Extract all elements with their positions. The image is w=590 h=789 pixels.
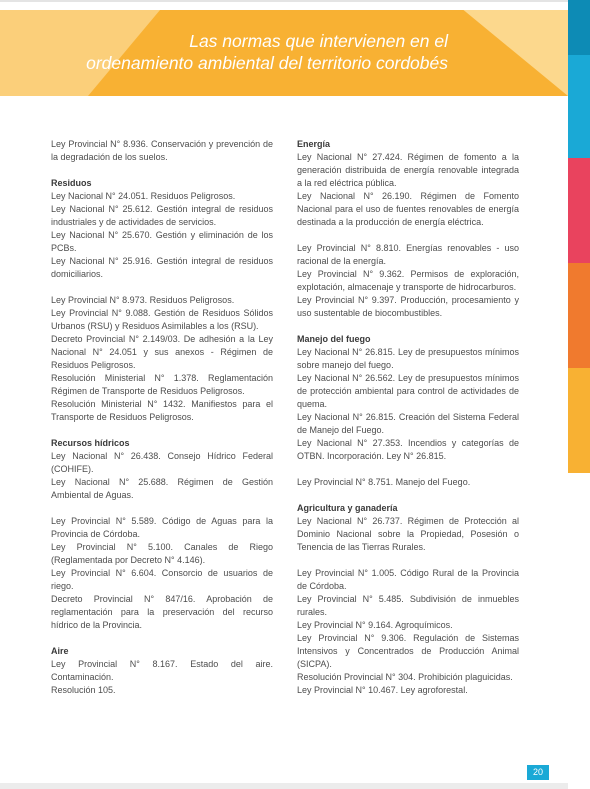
section-heading: Agricultura y ganadería [297,503,398,513]
stripe-orange [568,263,590,368]
law-entry: Ley Nacional N° 26.815. Ley de presupuestos mínimos sobre manejo del fuego. [297,347,519,370]
law-entry: Ley Provincial N° 8.751. Manejo del Fuego. [297,477,471,487]
law-entry: Ley Provincial N° 5.485. Subdivisión de inmuebles rurales. [297,594,519,617]
stripe-yellow [568,368,590,473]
paragraph-gap [297,320,519,333]
law-entry: Ley Nacional N° 26.737. Régimen de Protección al Dominio Nacional sobre la Propiedad, Posesión o Tenencia de las Tierras Rurales. [297,516,519,552]
law-entry: Resolución Provincial N° 304. Prohibición plaguicidas. [297,672,513,682]
law-entry: Decreto Provincial N° 2.149/03. De adhesión a la Ley Nacional N° 24.051 y sus anexos - Régimen de Residuos Peligrosos. [51,334,273,370]
law-entry: Ley Provincial N° 5.589. Código de Aguas para la Provincia de Córdoba. [51,516,273,539]
section-heading: Recursos hídricos [51,438,130,448]
law-entry: Decreto Provincial N° 847/16. Aprobación de reglamentación para la preservación del recurso hídrico de la Provincia. [51,594,273,630]
law-entry: Ley Nacional N° 26.815. Creación del Sistema Federal de Manejo del Fuego. [297,412,519,435]
law-entry: Ley Provincial N° 8.810. Energías renovables - uso racional de la energía. [297,243,519,266]
paragraph-gap [51,424,273,437]
paragraph-gap [297,489,519,502]
left-column [51,138,273,697]
paragraph-gap [297,463,519,476]
paragraph-gap [51,281,273,294]
paragraph-gap [297,229,519,242]
law-entry: Resolución 105. [51,685,116,695]
stripe-red [568,158,590,263]
law-entry: Ley Provincial N° 8.167. Estado del aire. Contaminación. [51,659,273,682]
law-entry: Ley Provincial N° 8.973. Residuos Peligrosos. [51,295,235,305]
law-entry: Ley Provincial N° 8.936. Conservación y prevención de la degradación de los suelos. [51,139,273,162]
law-entry: Ley Nacional N° 25.670. Gestión y eliminación de los PCBs. [51,230,273,253]
law-entry: Ley Nacional N° 26.562. Ley de presupuestos mínimos de protección ambiental para control de actividades de quema. [297,373,519,409]
right-column [297,138,519,697]
law-entry: Ley Nacional N° 26.438. Consejo Hídrico Federal (COHIFE). [51,451,273,474]
paragraph-gap [51,632,273,645]
paragraph-gap [51,502,273,515]
law-entry: Ley Nacional N° 25.612. Gestión integral de residuos industriales y de actividades de servicios. [51,204,273,227]
page-title-line2: ordenamiento ambiental del territorio cordobés [86,53,448,73]
law-entry: Ley Nacional N° 25.916. Gestión integral de residuos domiciliarios. [51,256,273,279]
law-entry: Ley Provincial N° 1.005. Código Rural de la Provincia de Córdoba. [297,568,519,591]
page-number: 20 [527,765,549,780]
law-entry: Ley Provincial N° 9.397. Producción, procesamiento y uso sustentable de biocombustibles. [297,295,519,318]
page-title [86,30,448,74]
law-entry: Ley Nacional N° 25.688. Régimen de Gestión Ambiental de Aguas. [51,477,273,500]
paragraph-gap [297,554,519,567]
section-heading: Energía [297,139,331,149]
law-entry: Resolución Ministerial N° 1.378. Reglamentación Régimen de Transporte de Residuos Peligrosos. [51,373,273,396]
section-heading: Manejo del fuego [297,334,371,344]
law-entry: Ley Nacional N° 24.051. Residuos Peligrosos. [51,191,236,201]
section-heading: Residuos [51,178,92,188]
bottom-strip [0,783,568,789]
law-entry: Ley Provincial N° 9.088. Gestión de Residuos Sólidos Urbanos (RSU) y Residuos Asimilables a los (RSU). [51,308,273,331]
paragraph-gap [51,164,273,177]
law-entry: Ley Provincial N° 9.306. Regulación de Sistemas Intensivos y Concentrados de Producción Animal (SICPA). [297,633,519,669]
law-entry: Ley Provincial N° 6.604. Consorcio de usuarios de riego. [51,568,273,591]
law-entry: Ley Provincial N° 10.467. Ley agroforestal. [297,685,468,695]
section-heading: Aire [51,646,69,656]
law-entry: Ley Provincial N° 9.362. Permisos de exploración, explotación, almacenaje y transporte de hidrocarburos. [297,269,519,292]
law-entry: Ley Provincial N° 5.100. Canales de Riego (Reglamentada por Decreto N° 4.146). [51,542,273,565]
law-entry: Ley Nacional N° 27.353. Incendios y categorías de OTBN. Incorporación. Ley N° 26.815. [297,438,519,461]
law-entry: Resolución Ministerial N° 1432. Manifiestos para el Transporte de Residuos Peligrosos. [51,399,273,422]
law-entry: Ley Nacional N° 26.190. Régimen de Fomento Nacional para el uso de fuentes renovables de energía destinada a la producción de energía eléctrica. [297,191,519,227]
stripe-blue [568,55,590,158]
stripe-dark-blue [568,0,590,55]
header-banner [0,10,568,96]
page-title-line1: Las normas que intervienen en el [189,31,448,51]
law-entry: Ley Nacional N° 27.424. Régimen de fomento a la generación distribuida de energía renovable integrada a la red eléctrica pública. [297,152,519,188]
top-strip [0,0,568,2]
law-entry: Ley Provincial N° 9.164. Agroquímicos. [297,620,453,630]
